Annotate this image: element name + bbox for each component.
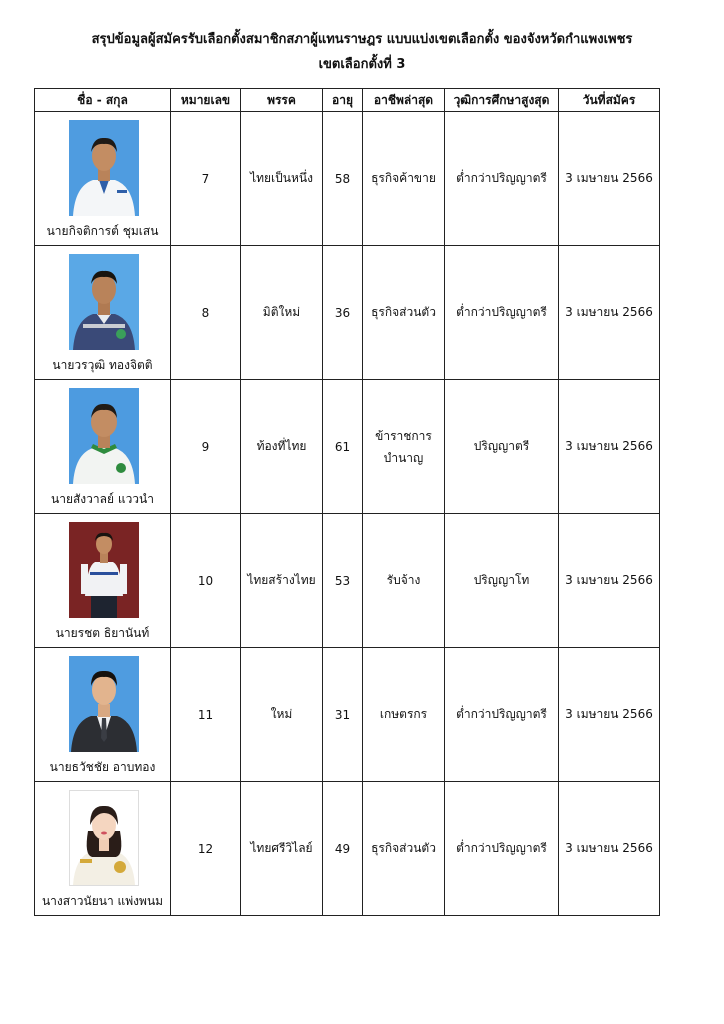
occupation-line: บำนาญ — [383, 450, 424, 465]
header-party: พรรค — [241, 89, 323, 112]
education-cell: ปริญญาโท — [445, 514, 559, 648]
date-cell: 3 เมษายน 2566 — [559, 782, 660, 916]
candidate-photo — [69, 254, 139, 350]
table-row — [35, 782, 660, 916]
education-cell: ต่ำกว่าปริญญาตรี — [445, 112, 559, 246]
date-cell: 3 เมษายน 2566 — [559, 380, 660, 514]
party-cell: ไทยศรีวิไลย์ — [241, 782, 323, 916]
number-cell: 7 — [171, 112, 241, 246]
age-cell: 61 — [323, 380, 363, 514]
header-age: อายุ — [323, 89, 363, 112]
candidate-photo — [69, 656, 139, 752]
party-cell: ไทยเป็นหนึ่ง — [241, 112, 323, 246]
age-cell: 53 — [323, 514, 363, 648]
name-cell — [35, 514, 171, 648]
table-header-row — [35, 89, 660, 112]
occupation-cell: ธุรกิจส่วนตัว — [363, 782, 445, 916]
candidate-name: นายรชต ธิยานันท์ — [55, 626, 150, 640]
age-cell: 49 — [323, 782, 363, 916]
candidate-photo — [69, 522, 139, 618]
header-number: หมายเลข — [171, 89, 241, 112]
number-cell: 8 — [171, 246, 241, 380]
candidate-photo — [69, 120, 139, 216]
occupation-line: ข้าราชการ — [375, 428, 432, 443]
education-cell: ปริญญาตรี — [445, 380, 559, 514]
occupation-cell: เกษตรกร — [363, 648, 445, 782]
district-subtitle: เขตเลือกตั้งที่ 3 — [318, 57, 406, 72]
candidate-name: นางสาวนัยนา แพ่งพนม — [41, 894, 164, 908]
party-cell: ไทยสร้างไทย — [241, 514, 323, 648]
candidate-photo — [69, 388, 139, 484]
party-cell: มิติใหม่ — [241, 246, 323, 380]
occupation-cell — [363, 380, 445, 514]
date-cell: 3 เมษายน 2566 — [559, 112, 660, 246]
age-cell: 36 — [323, 246, 363, 380]
number-cell: 11 — [171, 648, 241, 782]
candidate-photo — [69, 790, 139, 886]
header-occupation: อาชีพล่าสุด — [363, 89, 445, 112]
page-title: สรุปข้อมูลผู้สมัครรับเลือกตั้งสมาชิกสภาผู้แทนราษฎร แบบแบ่งเขตเลือกตั้ง ของจังหวัดกำแพงเพชร — [91, 32, 633, 47]
candidates-table — [34, 88, 660, 916]
education-cell: ต่ำกว่าปริญญาตรี — [445, 782, 559, 916]
date-cell: 3 เมษายน 2566 — [559, 246, 660, 380]
date-cell: 3 เมษายน 2566 — [559, 514, 660, 648]
name-cell — [35, 246, 171, 380]
table-row — [35, 246, 660, 380]
age-cell: 31 — [323, 648, 363, 782]
date-cell: 3 เมษายน 2566 — [559, 648, 660, 782]
number-cell: 9 — [171, 380, 241, 514]
name-cell — [35, 380, 171, 514]
name-cell — [35, 782, 171, 916]
candidate-name: นายธวัชชัย อาบทอง — [49, 760, 156, 774]
party-cell: ท้องที่ไทย — [241, 380, 323, 514]
table-row — [35, 380, 660, 514]
occupation-cell: ธุรกิจส่วนตัว — [363, 246, 445, 380]
name-cell — [35, 112, 171, 246]
header-date: วันที่สมัคร — [559, 89, 660, 112]
table-row — [35, 648, 660, 782]
header-name: ชื่อ - สกุล — [35, 89, 171, 112]
education-cell: ต่ำกว่าปริญญาตรี — [445, 246, 559, 380]
party-cell: ใหม่ — [241, 648, 323, 782]
table-row — [35, 112, 660, 246]
number-cell: 12 — [171, 782, 241, 916]
number-cell: 10 — [171, 514, 241, 648]
age-cell: 58 — [323, 112, 363, 246]
candidate-name: นายวรวุฒิ ทองจิตติ — [52, 358, 153, 372]
header-education: วุฒิการศึกษาสูงสุด — [445, 89, 559, 112]
table-row — [35, 514, 660, 648]
candidate-name: นายสังวาลย์ แววนำ — [51, 492, 154, 506]
name-cell — [35, 648, 171, 782]
candidate-name: นายกิจติการต์ ชุมเสน — [46, 224, 159, 238]
education-cell: ต่ำกว่าปริญญาตรี — [445, 648, 559, 782]
occupation-cell: ธุรกิจค้าขาย — [363, 112, 445, 246]
occupation-cell: รับจ้าง — [363, 514, 445, 648]
